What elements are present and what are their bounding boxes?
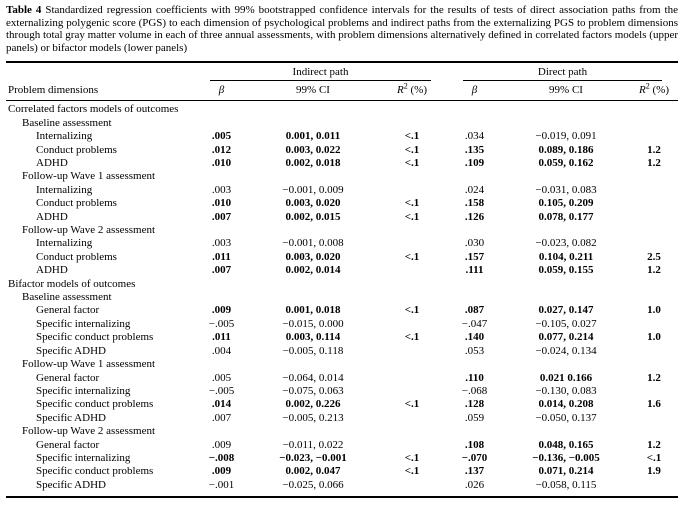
indirect-r2-cell xyxy=(377,184,447,197)
table-row xyxy=(6,439,678,452)
indirect-beta-cell: −.005 xyxy=(208,384,235,397)
direct-beta-cell: .053 xyxy=(464,344,485,357)
indirect-r2-cell xyxy=(377,264,447,277)
direct-r2-cell xyxy=(630,412,678,425)
indirect-ci-cell: 0.001, 0.011 xyxy=(285,130,341,143)
table-row xyxy=(6,157,678,170)
indirect-r2-cell: <.1 xyxy=(404,331,420,344)
direct-ci-cell: 0.059, 0.155 xyxy=(538,264,594,277)
row-label: ADHD xyxy=(36,264,68,277)
indirect-r2-header: $R^2$ (%) xyxy=(377,81,447,101)
table-row xyxy=(6,385,678,398)
table-row xyxy=(6,304,678,317)
indirect-ci-cell: −0.005, 0.118 xyxy=(282,344,344,357)
direct-r2-cell xyxy=(630,385,678,398)
indirect-ci-cell: 0.003, 0.114 xyxy=(285,331,341,344)
direct-r2-cell: 1.0 xyxy=(647,304,661,317)
indirect-beta-cell: −.001 xyxy=(208,478,235,491)
indirect-beta-cell: .005 xyxy=(211,130,232,143)
spanner-header-row xyxy=(6,62,678,81)
subsection-row xyxy=(6,291,678,304)
indirect-r2-cell xyxy=(377,345,447,358)
row-label: Specific ADHD xyxy=(36,478,106,491)
group-label: Correlated factors models of outcomes xyxy=(8,103,179,116)
indirect-path-spanner xyxy=(194,62,447,81)
direct-ci-cell: −0.050, 0.137 xyxy=(535,411,597,424)
indirect-ci-header: 99% CI xyxy=(249,81,377,101)
group-label: Follow-up Wave 2 assessment xyxy=(22,425,156,438)
indirect-r2-cell: <.1 xyxy=(404,143,420,156)
section-row xyxy=(6,101,678,117)
indirect-beta-cell: .003 xyxy=(211,237,232,250)
group-label: Bifactor models of outcomes xyxy=(8,277,136,290)
direct-ci-cell: −0.024, 0.134 xyxy=(535,344,597,357)
indirect-ci-cell: −0.075, 0.063 xyxy=(282,384,344,397)
direct-r2-cell: 1.2 xyxy=(647,371,661,384)
row-label: Specific internalizing xyxy=(36,384,131,397)
direct-r2-cell: 1.0 xyxy=(647,331,661,344)
row-label: Conduct problems xyxy=(36,250,117,263)
group-label: Follow-up Wave 1 assessment xyxy=(22,358,156,371)
direct-beta-cell: −.068 xyxy=(461,384,488,397)
indirect-beta-cell: −.005 xyxy=(208,317,235,330)
row-label: General factor xyxy=(36,438,100,451)
direct-ci-cell: −0.136, −0.005 xyxy=(532,451,600,464)
indirect-beta-cell: .014 xyxy=(211,398,232,411)
table-row xyxy=(6,184,678,197)
indirect-r2-cell: <.1 xyxy=(404,197,420,210)
indirect-r2-cell: <.1 xyxy=(404,465,420,478)
indirect-beta-cell: .009 xyxy=(211,465,232,478)
direct-r2-cell: 1.2 xyxy=(647,157,661,169)
table-caption xyxy=(6,4,678,54)
direct-ci-cell: 0.059, 0.162 xyxy=(538,157,594,169)
direct-r2-cell: 1.2 xyxy=(647,143,661,156)
row-label: Specific conduct problems xyxy=(36,398,154,411)
group-label: Follow-up Wave 1 assessment xyxy=(22,170,156,183)
indirect-r2-cell: <.1 xyxy=(404,130,420,143)
indirect-beta-cell: .007 xyxy=(211,411,232,424)
subsection-row xyxy=(6,224,678,237)
row-label: Internalizing xyxy=(36,183,93,196)
subsection-row xyxy=(6,425,678,438)
direct-beta-cell: .158 xyxy=(464,197,485,210)
indirect-beta-cell: .007 xyxy=(211,210,232,223)
indirect-beta-cell: .009 xyxy=(211,438,232,451)
direct-ci-cell: 0.014, 0.208 xyxy=(538,398,594,411)
direct-ci-cell: 0.071, 0.214 xyxy=(538,465,594,478)
indirect-r2-cell: <.1 xyxy=(404,451,420,464)
direct-path-spanner xyxy=(447,62,678,81)
direct-beta-cell: .135 xyxy=(464,143,485,156)
indirect-ci-cell: −0.011, 0.022 xyxy=(282,438,344,451)
indirect-ci-cell: −0.001, 0.008 xyxy=(282,237,344,250)
direct-beta-cell: .157 xyxy=(464,250,485,263)
direct-r2-cell xyxy=(630,345,678,358)
direct-beta-cell: −.047 xyxy=(461,317,488,330)
indirect-beta-cell: .005 xyxy=(211,371,232,384)
indirect-r2-cell xyxy=(377,479,447,497)
direct-ci-cell: 0.105, 0.209 xyxy=(538,197,594,210)
table-caption-text: Standardized regression coefficients with 99% bootstrapped confidence intervals for the results of tests of direct association paths from the externalizing polygenic score (PGS) to each dimension of psychological problems and indirect paths from the externalizing PGS to problem dimensions through total gray matter volume in each of three annual assessments, with problem dimensions alternatively defined in correlated factors models (upper panels) or bifactor models (lower panels) xyxy=(6,4,678,54)
indirect-r2-cell xyxy=(377,385,447,398)
problem-dimensions-header: Problem dimensions xyxy=(6,81,194,101)
indirect-ci-cell: 0.003, 0.020 xyxy=(285,250,341,263)
row-label: Specific conduct problems xyxy=(36,465,154,478)
row-label: Specific ADHD xyxy=(36,344,106,357)
table-row xyxy=(6,452,678,465)
direct-beta-cell: .034 xyxy=(464,130,485,143)
indirect-beta-cell: −.008 xyxy=(208,451,235,464)
direct-r2-header: $R^2$ (%) xyxy=(630,81,678,101)
regression-results-table xyxy=(6,61,678,498)
indirect-beta-header: β xyxy=(194,81,249,101)
direct-r2-cell xyxy=(630,184,678,197)
indirect-beta-cell: .009 xyxy=(211,304,232,317)
direct-r2-cell xyxy=(630,211,678,224)
indirect-path-label: Indirect path xyxy=(210,66,431,81)
table-row xyxy=(6,211,678,224)
indirect-ci-cell: 0.002, 0.015 xyxy=(285,210,341,223)
indirect-ci-cell: 0.002, 0.018 xyxy=(285,157,341,169)
spanner-spacer xyxy=(6,62,194,81)
direct-beta-cell: .059 xyxy=(464,411,485,424)
indirect-ci-cell: 0.001, 0.018 xyxy=(285,304,341,317)
direct-ci-cell: −0.031, 0.083 xyxy=(535,183,597,196)
indirect-ci-cell: −0.064, 0.014 xyxy=(282,371,344,384)
indirect-r2-cell xyxy=(377,412,447,425)
direct-r2-cell: 2.5 xyxy=(647,250,661,263)
direct-ci-cell: −0.023, 0.082 xyxy=(535,237,597,250)
direct-beta-header: β xyxy=(447,81,502,101)
group-label: Baseline assessment xyxy=(22,291,112,304)
table-row xyxy=(6,318,678,331)
row-label: Conduct problems xyxy=(36,143,117,156)
indirect-ci-cell: −0.015, 0.000 xyxy=(282,317,344,330)
table-row xyxy=(6,398,678,411)
row-label: Internalizing xyxy=(36,237,93,250)
table-row xyxy=(6,412,678,425)
direct-r2-cell xyxy=(630,318,678,331)
direct-r2-cell xyxy=(630,237,678,250)
row-label: Specific internalizing xyxy=(36,317,131,330)
indirect-ci-cell: 0.003, 0.020 xyxy=(285,197,341,210)
indirect-r2-cell: <.1 xyxy=(404,250,420,263)
direct-r2-cell xyxy=(630,479,678,497)
row-label: Specific internalizing xyxy=(36,451,131,464)
direct-ci-cell: 0.089, 0.186 xyxy=(538,143,594,156)
direct-ci-cell: −0.130, 0.083 xyxy=(535,384,597,397)
indirect-r2-cell xyxy=(377,318,447,331)
row-label: Internalizing xyxy=(36,130,93,143)
table-row xyxy=(6,130,678,143)
indirect-beta-cell: .010 xyxy=(211,157,232,169)
table-body xyxy=(6,101,678,497)
direct-beta-cell: .109 xyxy=(464,157,485,169)
indirect-beta-cell: .011 xyxy=(212,250,231,263)
table-row xyxy=(6,372,678,385)
indirect-beta-cell: .003 xyxy=(211,183,232,196)
direct-ci-cell: −0.058, 0.115 xyxy=(535,478,597,491)
direct-r2-cell: 1.2 xyxy=(647,438,661,451)
indirect-ci-cell: −0.005, 0.213 xyxy=(282,411,344,424)
direct-beta-cell: .024 xyxy=(464,183,485,196)
table-number: Table 4 xyxy=(6,4,42,16)
table-row xyxy=(6,144,678,157)
table-row xyxy=(6,345,678,358)
subsection-row xyxy=(6,170,678,183)
direct-beta-cell: .108 xyxy=(464,438,485,451)
direct-path-label: Direct path xyxy=(463,66,662,81)
indirect-ci-cell: 0.002, 0.226 xyxy=(285,398,341,411)
section-row xyxy=(6,278,678,291)
row-label: ADHD xyxy=(36,157,68,169)
table-row xyxy=(6,331,678,344)
direct-ci-cell: 0.048, 0.165 xyxy=(538,438,594,451)
direct-ci-cell: 0.077, 0.214 xyxy=(538,331,594,344)
table-row xyxy=(6,197,678,210)
table-row xyxy=(6,264,678,277)
direct-beta-cell: .140 xyxy=(464,331,485,344)
direct-r2-cell xyxy=(630,130,678,143)
indirect-r2-cell xyxy=(377,237,447,250)
subsection-row xyxy=(6,117,678,130)
indirect-beta-cell: .007 xyxy=(211,264,232,277)
indirect-ci-cell: −0.023, −0.001 xyxy=(279,451,347,464)
direct-r2-cell: 1.9 xyxy=(647,465,661,478)
direct-ci-cell: −0.019, 0.091 xyxy=(535,130,597,143)
indirect-ci-cell: −0.001, 0.009 xyxy=(282,183,344,196)
direct-ci-cell: 0.021 0.166 xyxy=(539,371,593,384)
table-row xyxy=(6,465,678,478)
direct-ci-cell: 0.078, 0.177 xyxy=(538,210,594,223)
direct-beta-cell: .137 xyxy=(464,465,485,478)
column-header-row xyxy=(6,81,678,101)
indirect-ci-cell: 0.002, 0.014 xyxy=(285,264,341,277)
indirect-ci-cell: 0.003, 0.022 xyxy=(285,143,341,156)
direct-beta-cell: .126 xyxy=(464,210,485,223)
indirect-r2-cell: <.1 xyxy=(404,304,420,317)
direct-ci-cell: 0.027, 0.147 xyxy=(538,304,594,317)
indirect-beta-cell: .011 xyxy=(212,331,231,344)
direct-ci-cell: −0.105, 0.027 xyxy=(535,317,597,330)
table-header xyxy=(6,62,678,101)
indirect-beta-cell: .010 xyxy=(211,197,232,210)
row-label: General factor xyxy=(36,304,100,317)
direct-r2-cell: <.1 xyxy=(646,451,662,464)
table-row xyxy=(6,479,678,497)
row-label: Specific ADHD xyxy=(36,411,106,424)
indirect-beta-cell: .004 xyxy=(211,344,232,357)
table-row xyxy=(6,237,678,250)
direct-r2-cell: 1.2 xyxy=(647,264,661,277)
direct-r2-cell xyxy=(630,197,678,210)
direct-beta-cell: .110 xyxy=(465,371,484,384)
direct-beta-cell: .026 xyxy=(464,478,485,491)
indirect-r2-cell: <.1 xyxy=(404,157,420,169)
direct-r2-cell: 1.6 xyxy=(647,398,661,411)
direct-ci-header: 99% CI xyxy=(502,81,630,101)
indirect-r2-cell: <.1 xyxy=(404,398,420,411)
indirect-r2-cell xyxy=(377,372,447,385)
group-label: Follow-up Wave 2 assessment xyxy=(22,224,156,237)
group-label: Baseline assessment xyxy=(22,116,112,129)
table-row xyxy=(6,251,678,264)
direct-beta-cell: .087 xyxy=(464,304,485,317)
direct-ci-cell: 0.104, 0.211 xyxy=(538,250,594,263)
direct-beta-cell: .128 xyxy=(464,398,485,411)
direct-beta-cell: .111 xyxy=(465,264,484,277)
row-label: ADHD xyxy=(36,210,68,223)
direct-beta-cell: .030 xyxy=(464,237,485,250)
row-label: Specific conduct problems xyxy=(36,331,154,344)
indirect-ci-cell: 0.002, 0.047 xyxy=(285,465,341,478)
indirect-beta-cell: .012 xyxy=(211,143,232,156)
subsection-row xyxy=(6,358,678,371)
indirect-ci-cell: −0.025, 0.066 xyxy=(282,478,344,491)
row-label: General factor xyxy=(36,371,100,384)
indirect-r2-cell: <.1 xyxy=(404,210,420,223)
row-label: Conduct problems xyxy=(36,197,117,210)
indirect-r2-cell xyxy=(377,439,447,452)
direct-beta-cell: −.070 xyxy=(461,451,488,464)
